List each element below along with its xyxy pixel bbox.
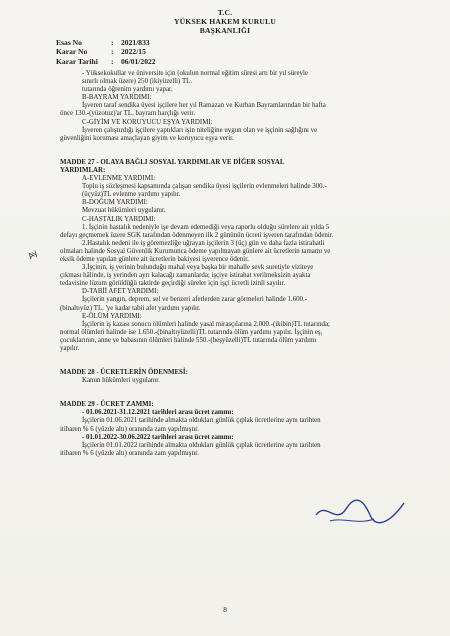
article-heading: YARDIMLAR:	[60, 166, 106, 174]
meta-sep: :	[111, 56, 114, 66]
meta-key: Esas No	[56, 38, 82, 47]
body-line: İşçilerin yangın, deprem, sel ve benzeri afetlerden zarar görmeleri halinde 1.600.-	[82, 296, 307, 304]
spacer	[60, 353, 390, 361]
body-line: B-DOĞUM YARDIMI:	[82, 199, 148, 207]
body-line: İşveren çalıştırdığı işçilere yaptıkları işin niteliğine uygun olan ve işçinin sağlığını ve	[82, 126, 318, 134]
margin-signature-mark: Ay	[26, 247, 40, 262]
body-line: E-ÖLÜM YARDIMI:	[82, 312, 142, 320]
meta-value: 06/01/2022	[121, 56, 156, 66]
body-line: itibaren % 6 (yüzde altı) oranında zam yapılmıştır.	[60, 425, 199, 433]
document-body	[60, 70, 390, 458]
meta-key: Karar Tarihi	[56, 56, 98, 66]
case-metadata	[56, 38, 156, 66]
meta-row	[56, 38, 156, 47]
body-line: A-EVLENME YARDIMI:	[82, 175, 156, 183]
meta-key: Karar No	[56, 47, 88, 57]
body-line: 3.İşçinin, iş yerinin bulunduğu mahal veya başka bir mahalle sevk suretiyle viziteye	[82, 264, 314, 272]
meta-sep: :	[111, 47, 114, 57]
body-line: C-HASTALIK YARDIMI:	[82, 215, 156, 223]
body-line: itibaren % 6 (yüzde altı) oranında zam yapılmıştır.	[60, 449, 199, 457]
body-line: B-BAYRAM YARDIMI:	[82, 94, 152, 102]
body-line: çıkması hâlinde, iş yerinden ayrı kalacağı zamanlarda; işçiye istirahat verilmeksizin ayakta	[60, 272, 311, 280]
body-line: defayı geçmemek üzere SGK tarafından ödenmeyen ilk 2 gününün ücreti işveren tarafından ödenir.	[60, 231, 334, 239]
meta-value: 2021/833	[121, 38, 150, 47]
body-line: - 01.06.2021-31.12.2021 tarihleri arası ücret zammı:	[82, 409, 234, 417]
header-line-tc: T.C.	[217, 8, 233, 17]
body-line: Kanun hükümleri uygulanır.	[82, 377, 160, 385]
meta-row	[56, 57, 156, 66]
body-line: İşçilerin iş kazası sonucu ölümleri halinde yasal mirasçılarına 2.000.-(ikibin)TL tutarında;	[82, 320, 330, 328]
body-line: eksik ödeme yapılan günlere ait ücretlerin bakiyesi işverence ödenir.	[60, 255, 249, 263]
body-line: çocuklarının, anne ve babasının ölümleri halinde 550.-(beşyüzelli)TL tutarında ölüm yardımı	[60, 336, 317, 344]
body-line: İşçilerin 01.01.2022 tarihinde almakta oldukları günlük çıplak ücretlerine aynı tarihten	[82, 441, 321, 449]
handwritten-signature	[312, 495, 408, 529]
body-line: önce 130.-(yüzotuz)'ar TL. bayram harçlığı verir.	[60, 110, 196, 118]
meta-row	[56, 47, 156, 56]
article-heading: MADDE 27 - OLAYA BAĞLI SOSYAL YARDIMLAR VE DİĞER SOSYAL	[60, 158, 285, 166]
body-line: sınırlı olmak üzere) 250 (ikiyüzelli) TL.	[82, 78, 193, 86]
body-line: tedavisine lüzum görüldüğü taktirde geçirdiği süreler için işçi ücretli izinli sayılır.	[60, 280, 286, 288]
body-line: (binaltıyüz) TL. 'ye kadar tabii afet yardımı yapılır.	[60, 304, 201, 312]
body-line: tutarında öğrenim yardımı yapar.	[82, 86, 173, 94]
body-line: Toplu iş sözleşmesi kapsamında çalışan sendika üyesi işçilerin evlenmeleri halinde 300.-	[82, 183, 327, 191]
header-line-institution: YÜKSEK HAKEM KURULU	[173, 17, 277, 26]
meta-sep: :	[111, 38, 114, 47]
body-line: İşçilerin 01.06.2021 tarihinde almakta oldukları günlük çıplak ücretlerine aynı tarihten	[82, 417, 321, 425]
body-line: 1. İşçinin hastalık nedeniyle işe devam edemediği veya raporlu olduğu sürelere ait yılda 5	[82, 223, 330, 231]
body-line: D-TABİİ AFET YARDIMI:	[82, 288, 159, 296]
body-line: İşveren taraf sendika üyesi işçilere her yıl Ramazan ve Kurban Bayramlarından bir hafta	[82, 102, 326, 110]
header-line-office: BAŞKANLIĞI	[199, 26, 251, 35]
page-number: 8	[223, 606, 227, 614]
article-heading: MADDE 29 - ÜCRET ZAMMI:	[60, 401, 154, 409]
body-line: olmaları halinde Sosyal Güvenlik Kurumunca ödeme yapılmayan günlere ait ücretlerin tamamı ve	[60, 247, 331, 255]
body-line: C-GİYİM VE KORUYUCU EŞYA YARDIMI:	[82, 118, 213, 126]
body-line: - Yüksekokullar ve üniversite için (okulun normal eğitim süresi artı bir yıl süreyle	[82, 70, 308, 77]
body-line: güvenliğini koruması amaçlayan giyim ve koruyucu eşya verir.	[60, 134, 234, 142]
meta-value: 2022/15	[121, 47, 146, 57]
body-line: 2.Hastalık nedeni ile iş göremezliğe uğrayan işçilerin 3 (üç) gün ve daha fazla istirahatli	[82, 239, 325, 247]
spacer	[60, 143, 390, 151]
body-line: - 01.01.2022-30.06.2022 tarihleri arası ücret zammı:	[82, 433, 234, 441]
body-line: yapılır.	[60, 345, 80, 352]
spacer	[60, 385, 390, 393]
document-header	[0, 8, 450, 35]
article-heading: MADDE 28 - ÜCRETLERİN ÖDENMESİ:	[60, 369, 188, 377]
body-line: normal ölümleri halinde ise 1.650.-(binaltıyüzelli)TL tutarında ölüm yardımı yapılır. İşçinin eş,	[60, 328, 323, 336]
body-line: (üçyüz)TL evlenme yardımı yapılır.	[82, 191, 181, 199]
body-line: Mevzuat hükümleri uygulanır.	[82, 207, 166, 215]
